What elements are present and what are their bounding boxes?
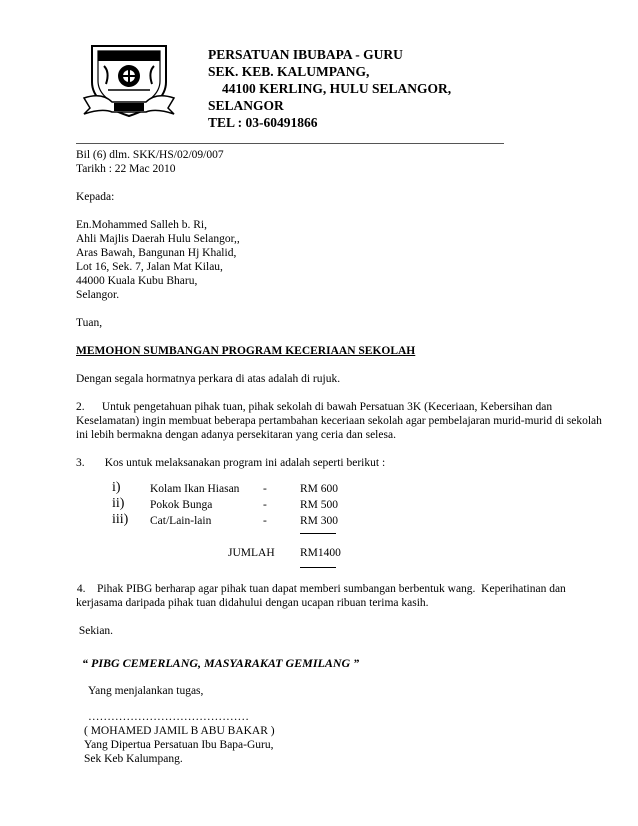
- recipient-heading: Kepada:: [76, 191, 115, 203]
- recipient-line: Aras Bawah, Bangunan Hj Khalid,: [76, 247, 237, 259]
- letterhead-school: SEK. KEB. KALUMPANG,: [208, 64, 370, 79]
- signatory-name: ( MOHAMED JAMIL B ABU BAKAR ): [84, 725, 275, 737]
- motto: “ PIBG CEMERLANG, MASYARAKAT GEMILANG ”: [82, 656, 360, 670]
- cost-item-name: Kolam Ikan Hiasan: [150, 483, 240, 495]
- cost-item-number: ii): [112, 496, 125, 511]
- closing-remark: Sekian.: [76, 625, 114, 637]
- cost-item-number: iii): [112, 512, 129, 527]
- signatory-school: Sek Keb Kalumpang.: [84, 753, 183, 765]
- cost-item-name: Cat/Lain-lain: [150, 515, 212, 527]
- opening-paragraph: Dengan segala hormatnya perkara di atas adalah di rujuk.: [76, 373, 341, 385]
- cost-item-amount: RM 300: [300, 515, 339, 527]
- total-label: JUMLAH: [228, 547, 275, 559]
- paragraph-2-line: 2. Untuk pengetahuan pihak tuan, pihak sekolah di bawah Persatuan 3K (Keceriaan, Kebersihan dan: [76, 401, 553, 413]
- cost-item-dash: -: [263, 499, 267, 511]
- letterhead-telephone: TEL : 03-60491866: [208, 115, 318, 130]
- letterhead-divider: [76, 143, 504, 144]
- recipient-line: Selangor.: [76, 289, 120, 301]
- cost-item-amount: RM 600: [300, 483, 339, 495]
- letterhead-address-line1: 44100 KERLING, HULU SELANGOR,: [222, 81, 452, 96]
- cost-item-name: Pokok Bunga: [150, 499, 213, 511]
- paragraph-4-line: kerjasama daripada pihak tuan didahului dengan ucapan ribuan terima kasih.: [76, 597, 429, 609]
- reference-number: Bil (6) dlm. SKK/HS/02/09/007: [76, 149, 224, 161]
- paragraph-3: 3. Kos untuk melaksanakan program ini adalah seperti berikut :: [76, 457, 386, 469]
- paragraph-4-line: 4. Pihak PIBG berharap agar pihak tuan dapat memberi sumbangan berbentuk wang. Keperihatinan dan: [74, 583, 566, 595]
- recipient-line: Ahli Majlis Daerah Hulu Selangor,,: [76, 233, 240, 245]
- recipient-line: En.Mohammed Salleh b. Ri,: [76, 219, 207, 231]
- cost-item-amount: RM 500: [300, 499, 339, 511]
- recipient-line: 44000 Kuala Kubu Bharu,: [76, 275, 198, 287]
- letter-subject: MEMOHON SUMBANGAN PROGRAM KECERIAAN SEKOLAH: [76, 345, 416, 357]
- salutation: Tuan,: [76, 317, 103, 329]
- letterhead-org-name: PERSATUAN IBUBAPA - GURU: [208, 47, 403, 62]
- letter-date: Tarikh : 22 Mac 2010: [76, 163, 176, 175]
- letterhead-address-line2: SELANGOR: [208, 98, 284, 113]
- cost-item-number: i): [112, 480, 121, 495]
- total-rule: [300, 567, 336, 568]
- cost-item-dash: -: [263, 483, 267, 495]
- school-crest-icon: [82, 42, 176, 120]
- signatory-title: Yang Dipertua Persatuan Ibu Bapa-Guru,: [84, 739, 274, 751]
- cost-item-dash: -: [263, 515, 267, 527]
- subtotal-rule: [300, 533, 336, 534]
- signature-line: ……………………………………: [88, 711, 249, 723]
- paragraph-2-line: ini lebih bermakna dengan adanya persekitaran yang ceria dan selesa.: [76, 429, 396, 441]
- paragraph-2-line: Keselamatan) ingin membuat beberapa pertambahan keceriaan sekolah agar pembelajaran murid-murid di sekolah: [76, 415, 602, 427]
- recipient-line: Lot 16, Sek. 7, Jalan Mat Kilau,: [76, 261, 223, 273]
- signoff: Yang menjalankan tugas,: [88, 685, 204, 697]
- total-amount: RM1400: [300, 547, 341, 559]
